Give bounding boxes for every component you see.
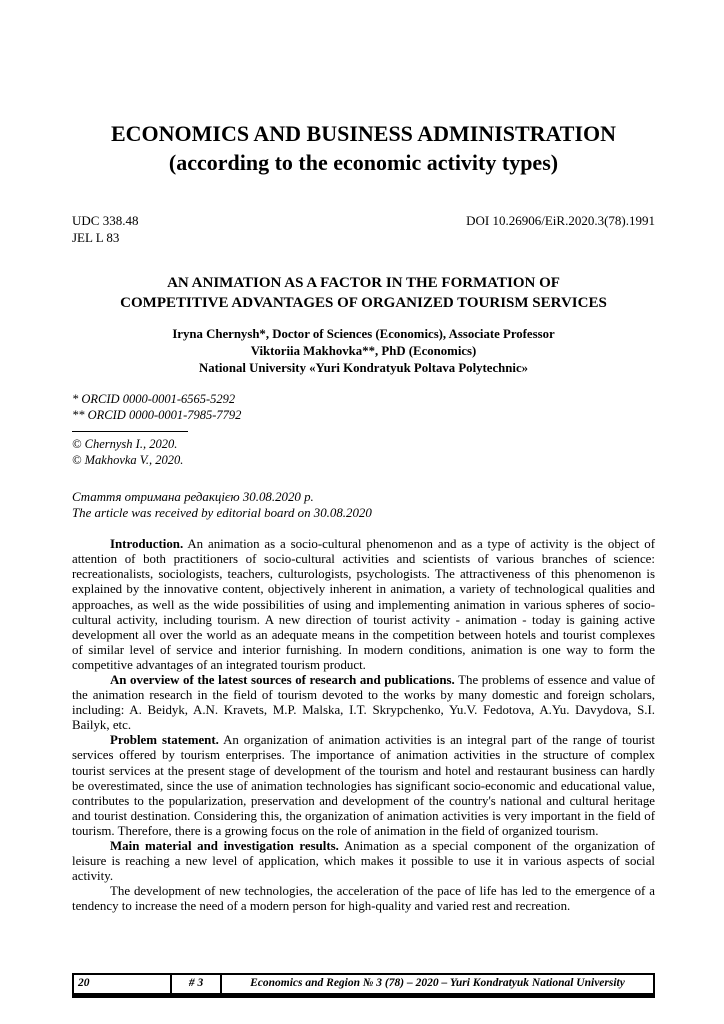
paragraph-text: The problems of essence and value of the animation research in the field of tourism devoted to the works by many domestic and foreign scholars, including: A. Beidyk, A.N. Kravets, M.P. Malska, I.T. Skrypchenko, Yu.V. Fedotova, A.Yu. Davydova, S.I. Bailyk, etc. bbox=[72, 673, 655, 733]
footer-journal-line: Economics and Region № 3 (78) – 2020 – Yuri Kondratyuk National University bbox=[220, 975, 655, 993]
footnote-separator bbox=[72, 423, 188, 432]
received-date-uk: Стаття отримана редакцією 30.08.2020 р. bbox=[72, 489, 314, 504]
paragraph-lead: Main material and investigation results. bbox=[110, 839, 339, 854]
article-meta bbox=[72, 213, 655, 247]
paragraph-text: The development of new technologies, the acceleration of the pace of life has led to the emergence of a tendency to increase the need of a modern person for high-quality and varied rest and recreation. bbox=[72, 884, 655, 914]
document-page bbox=[72, 0, 655, 915]
paragraph-lead: An overview of the latest sources of research and publications. bbox=[110, 673, 455, 688]
copyright-1: © Chernysh I., 2020. bbox=[72, 437, 178, 452]
udc-code: UDC 338.48 bbox=[72, 213, 139, 229]
footer-page-number: 20 bbox=[72, 975, 170, 993]
paragraph-text: An organization of animation activities is an integral part of the range of tourist services offered by tourism enterprises. The importance of animation activities in the structure of complex tourist services at the present stage of development of the tourism and hotel and restaurant business can hardly be overestimated, since the use of animation technologies has significant socio-economic and educational value, contributes to the popularization, preservation and development of the country's national and cultural heritage and tourist destination. Considering this, the organization of animation activities is very important in the field of tourism. Therefore, there is a growing focus on the role of animation in the field of organized tourism. bbox=[72, 733, 655, 838]
paragraph-lead: Problem statement. bbox=[110, 733, 219, 748]
paragraph-introduction bbox=[72, 537, 655, 673]
journal-header-line1: ECONOMICS AND BUSINESS ADMINISTRATION bbox=[110, 121, 617, 146]
article-title bbox=[72, 273, 655, 314]
article-title-line2: COMPETITIVE ADVANTAGES OF ORGANIZED TOURISM SERVICES bbox=[120, 295, 607, 312]
paragraph-text: Animation as a special component of the organization of leisure is reaching a new level of application, which makes it possible to use it in various aspects of social activity. bbox=[72, 839, 655, 884]
received-date-en: The article was received by editorial board on 30.08.2020 bbox=[72, 506, 372, 521]
orcid-block bbox=[72, 392, 655, 423]
author-1: Iryna Chernysh*, Doctor of Sciences (Economics), Associate Professor bbox=[172, 327, 555, 342]
journal-header-line2: (according to the economic activity types) bbox=[168, 149, 559, 175]
orcid-1: * ORCID 0000-0001-6565-5292 bbox=[72, 392, 236, 407]
received-block bbox=[72, 489, 655, 523]
copyright-block bbox=[72, 437, 655, 468]
article-body bbox=[72, 537, 655, 914]
paragraph-development bbox=[72, 884, 655, 914]
footer-issue-label: # 3 bbox=[170, 975, 220, 993]
paragraph-text: An animation as a socio-cultural phenomenon and as a type of activity is the object of attention of both practitioners of socio-cultural activities and scientists of various branches of science: recreationalists, sociologists, teachers, culturologists, psychologists. The attractiveness of this phenomenon is explained by the innovative content, objectively inherent in animation, a variety of technological qualities and approaches, as well as the wide possibilities of using and implementing animation in various spheres of socio-cultural activity, including tourism. A new direction of tourist activity - animation - today is gaining active development all over the world as an adequate means in the competition between hotels and tourist complexes of similar level of service and interior furnishing. In modern conditions, animation is one way to form the competitive advantages of an integrated tourism product. bbox=[72, 537, 655, 672]
page-footer bbox=[72, 973, 655, 998]
author-2: Viktoriia Makhovka**, PhD (Economics) bbox=[250, 344, 477, 359]
paragraph-problem-statement bbox=[72, 733, 655, 839]
affiliation: National University «Yuri Kondratyuk Poltava Polytechnic» bbox=[198, 361, 529, 376]
paragraph-main-material bbox=[72, 839, 655, 884]
authors-block bbox=[72, 326, 655, 377]
paragraph-overview bbox=[72, 673, 655, 733]
article-title-line1: AN ANIMATION AS A FACTOR IN THE FORMATION OF bbox=[167, 274, 560, 291]
udc-doi-row bbox=[72, 213, 655, 230]
doi-code: DOI 10.26906/EiR.2020.3(78).1991 bbox=[466, 213, 655, 229]
jel-code: JEL L 83 bbox=[72, 230, 120, 246]
copyright-2: © Makhovka V., 2020. bbox=[72, 453, 184, 468]
journal-header bbox=[72, 120, 655, 177]
orcid-2: ** ORCID 0000-0001-7985-7792 bbox=[72, 407, 242, 422]
paragraph-lead: Introduction. bbox=[110, 537, 184, 552]
